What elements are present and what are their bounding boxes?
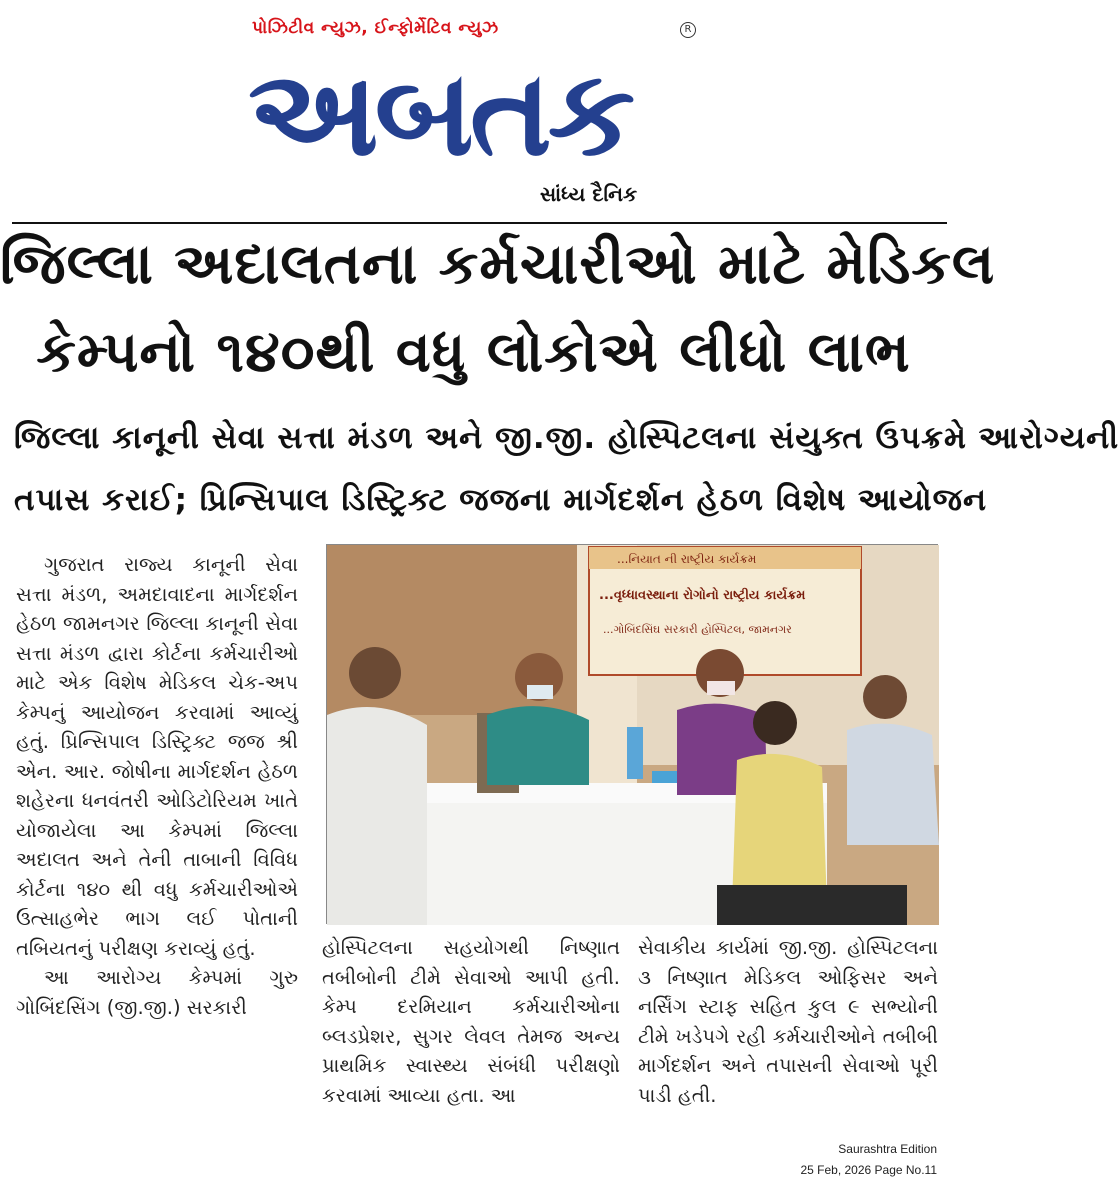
newspaper-logo: અબતક [248,44,632,182]
subheadline-line-2: તપાસ કરાઈ; પ્રિન્સિપાલ ડિસ્ટ્રિક્ટ જજના માર્ગદર્શન હેઠળ વિશેષ આયોજન [14,482,988,518]
page-info: 25 Feb, 2026 Page No.11 [800,1163,937,1177]
banner-line-2: ...વૃધ્ધાવસ્થાના રોગોનો રાષ્ટ્રીય કાર્યક્રમ [599,588,806,603]
masthead-divider [12,222,947,224]
banner-line-1: ...નિયાત ની રાષ્ટ્રીય કાર્યક્રમ [617,552,757,566]
registered-mark-icon: R [680,22,696,38]
masthead-tagline: પોઝિટીવ ન્યુઝ, ઈન્ફોર્મેટિવ ન્યુઝ [252,18,499,38]
banner-line-3: ...ગોબિંદસિંઘ સરકારી હોસ્પિટલ, જામનગર [603,623,792,636]
masthead-subtitle: સાંધ્ય દૈનિક [540,182,638,206]
subheadline-line-1: જિલ્લા કાનૂની સેવા સત્તા મંડળ અને જી.જી. હોસ્પિટલના સંયુક્ત ઉપક્રમે આરોગ્યની [14,420,1119,456]
article-column-middle [322,933,620,1110]
article-column-left [16,550,298,1022]
headline-line-2: કેમ્પનો ૧૪૦થી વધુ લોકોએ લીધો લાભ [36,320,911,385]
headline-line-1: જિલ્લા અદાલતના કર્મચારીઓ માટે મેડિકલ [0,232,996,297]
medical-camp-photo [326,544,938,924]
article-column-right [638,933,938,1110]
masthead [240,12,700,208]
article-paragraph-3: હોસ્પિટલના સહયોગથી નિષ્ણાત તબીબોની ટીમે સેવાઓ આપી હતી. કેમ્પ દરમિયાન કર્મચારીઓના બ્લડપ્રેશર, સુગર લેવલ તેમજ અન્ય પ્રાથમિક સ્વાસ્થ્ય સંબંધી પરીક્ષણો કરવામાં આવ્યા હતા. આ [322,936,620,1107]
edition-label: Saurashtra Edition [838,1142,937,1156]
article-paragraph-2: આ આરોગ્ય કેમ્પમાં ગુરુ ગોબિંદસિંગ (જી.જી.) સરકારી [16,966,298,1019]
article-paragraph-1: ગુજરાત રાજ્ય કાનૂની સેવા સત્તા મંડળ, અમદાવાદના માર્ગદર્શન હેઠળ જામનગર જિલ્લા કાનૂની સેવા સત્તા મંડળ દ્વારા કોર્ટના કર્મચારીઓ માટે એક વિશેષ મેડિકલ ચેક-અપ કેમ્પનું આયોજન કરવામાં આવ્યું હતું. પ્રિન્સિપાલ ડિસ્ટ્રિક્ટ જજ શ્રી એન. આર. જોષીના માર્ગદર્શન હેઠળ શહેરના ધનવંતરી ઓડિટોરિયમ ખાતે યોજાયેલા આ કેમ્પમાં જિલ્લા અદાલત અને તેની તાબાની વિવિધ કોર્ટના ૧૪૦ થી વધુ કર્મચારીઓએ ઉત્સાહભેર ભાગ લઈ પોતાની તબિયતનું પરીક્ષણ કરાવ્યું હતું. [16,553,298,960]
article-paragraph-4: સેવાકીય કાર્યમાં જી.જી. હોસ્પિટલના ૩ નિષ્ણાત મેડિકલ ઓફિસર અને નર્સિંગ સ્ટાફ સહિત કુલ ૯ સભ્યોની ટીમે ખડેપગે રહી કર્મચારીઓને તબીબી માર્ગદર્શન અને તપાસની સેવાઓ પૂરી પાડી હતી. [638,936,938,1107]
